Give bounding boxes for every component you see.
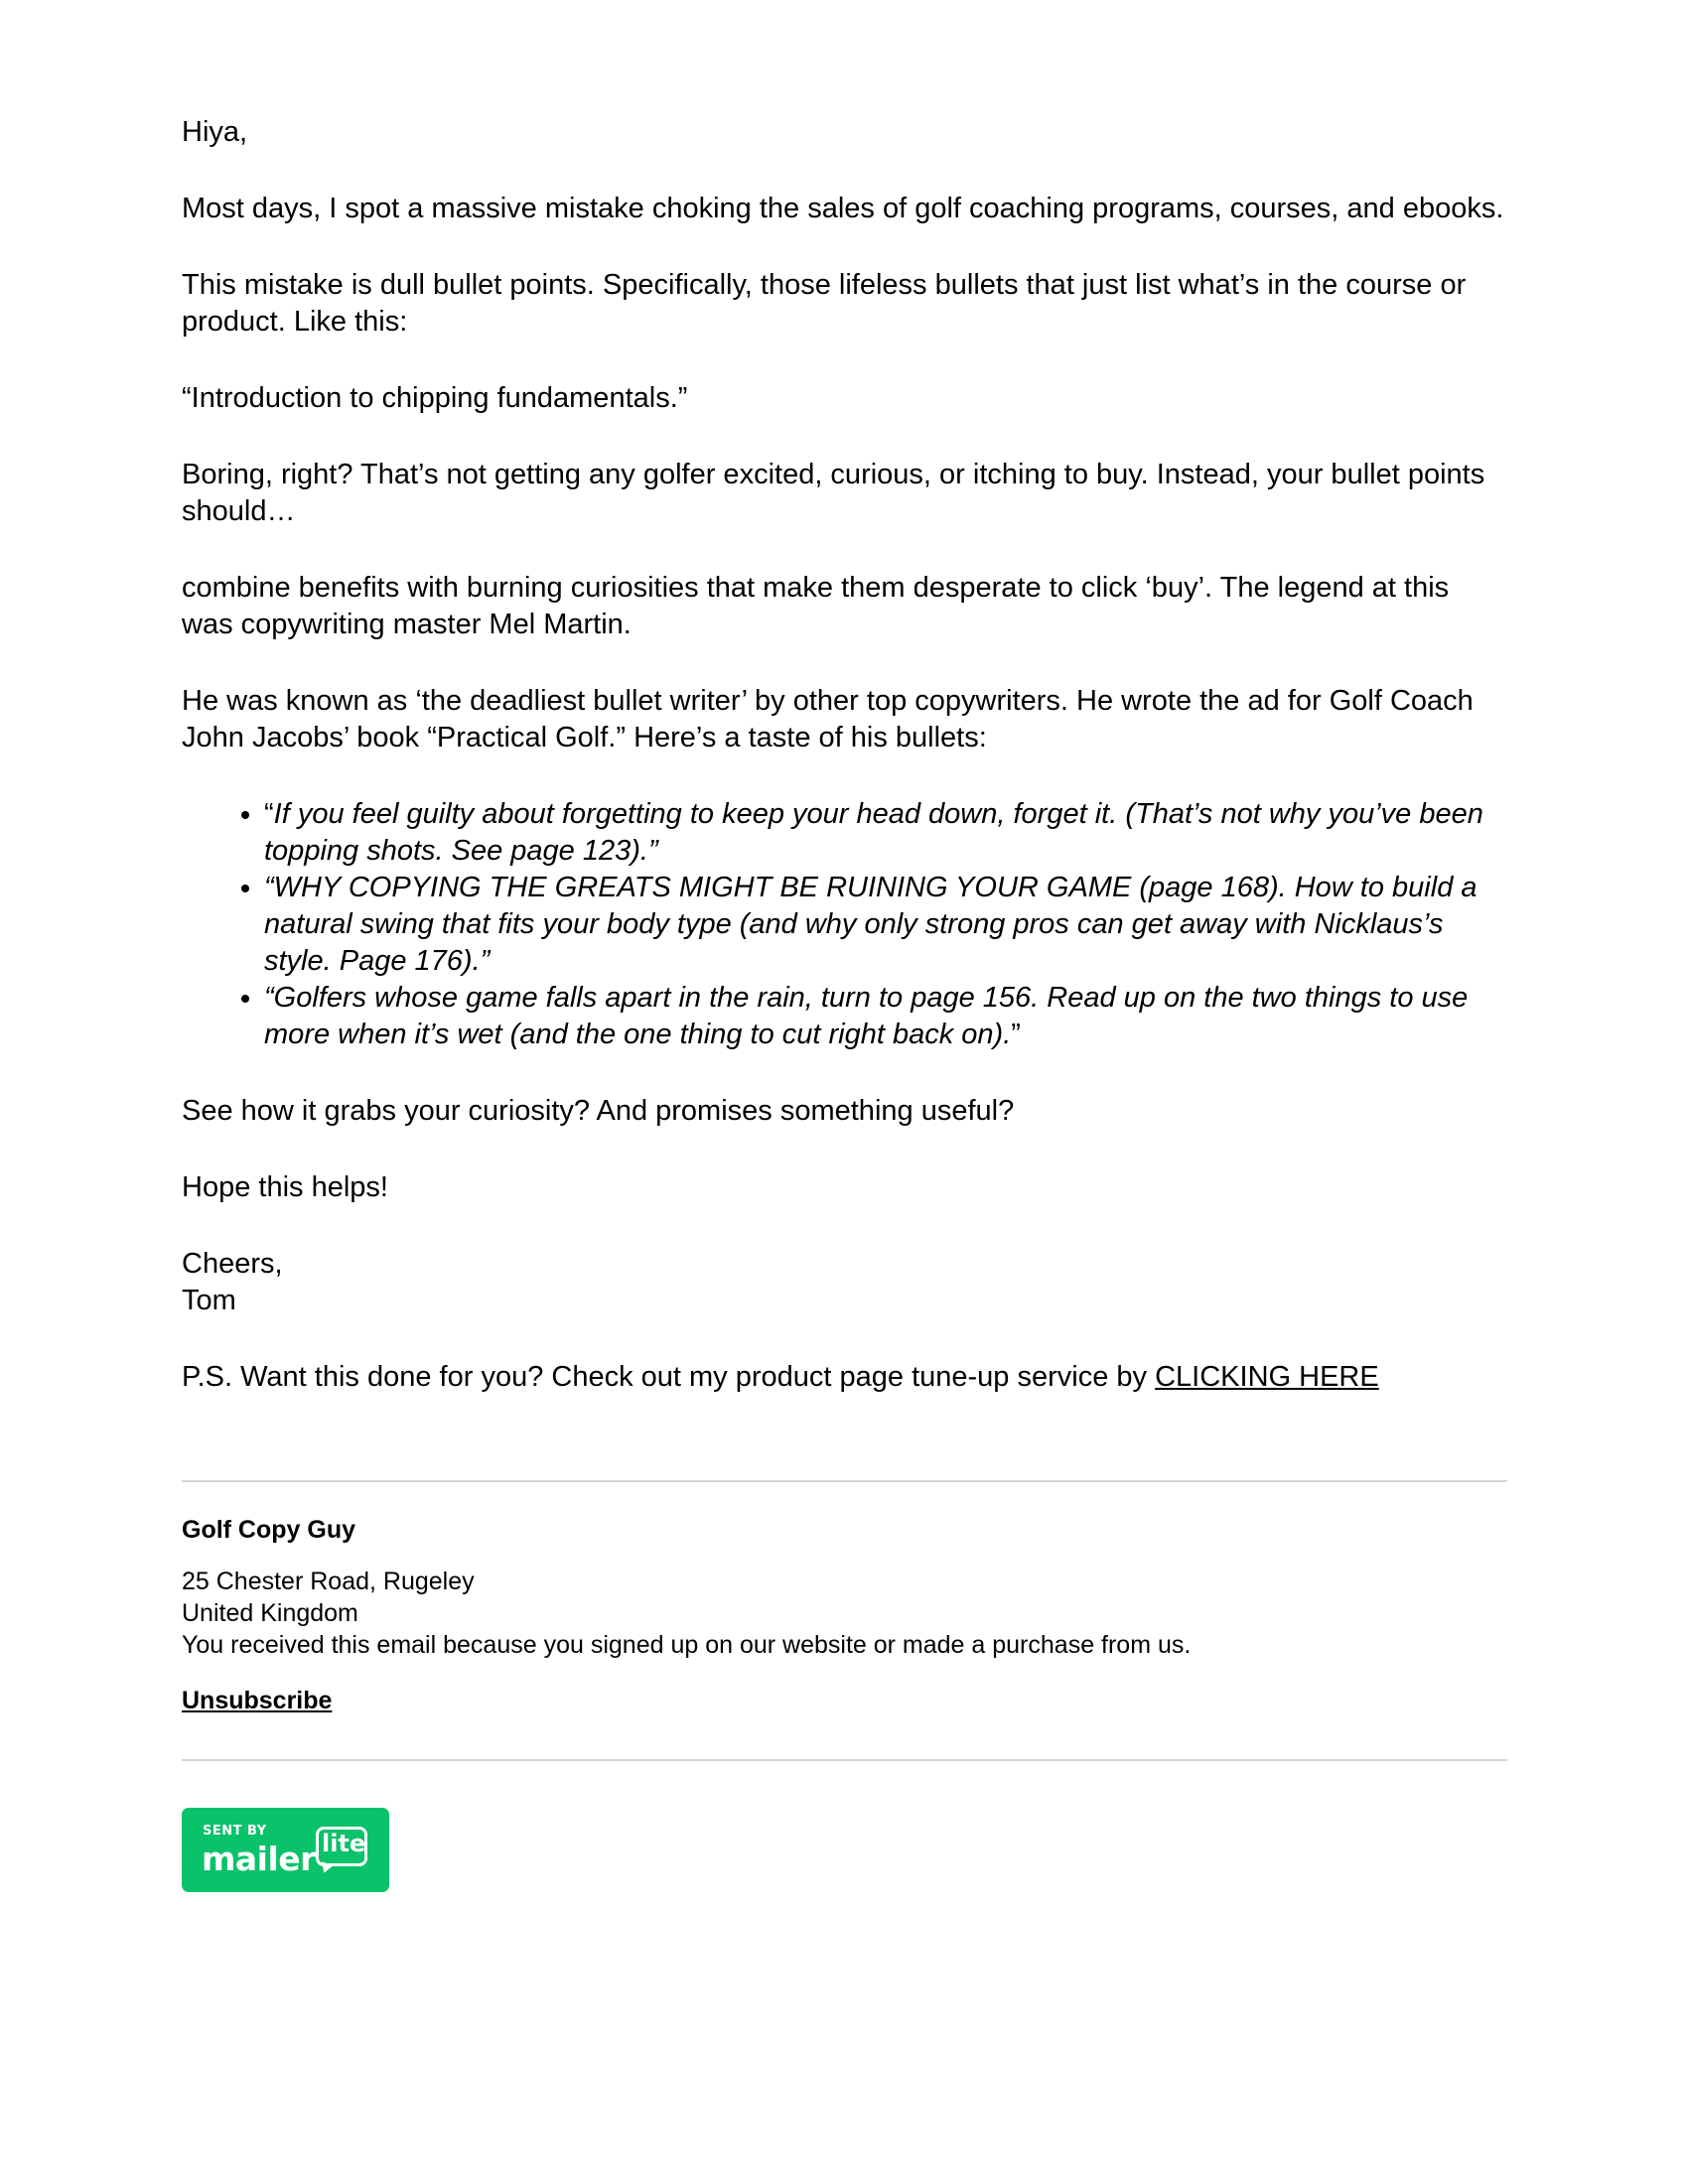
email-footer (182, 1514, 1507, 1716)
unsubscribe-link[interactable]: Unsubscribe (182, 1687, 333, 1714)
company-name: Golf Copy Guy (182, 1516, 355, 1544)
address-country: United Kingdom (182, 1599, 358, 1627)
signoff-block (182, 1246, 1507, 1319)
bullet-item: • “Golfers whose game falls apart in the rain, turn to page 156. Read up on the two things to use more when it’s wet (and the one thing to cut right back on).” (264, 980, 1507, 1053)
paragraph: See how it grabs your curiosity? And promises something useful? (182, 1095, 1015, 1127)
clicking-here-link[interactable]: CLICKING HERE (1155, 1361, 1379, 1393)
mailerlite-badge[interactable] (182, 1808, 389, 1892)
subscription-reason: You received this email because you signed up on our website or made a purchase from us. (182, 1631, 1192, 1659)
address-line: 25 Chester Road, Rugeley (182, 1568, 475, 1595)
greeting: Hiya, (182, 116, 248, 148)
bullet-list (182, 796, 1507, 1053)
email-body (182, 114, 1507, 1435)
bullet-item: • “WHY COPYING THE GREATS MIGHT BE RUINING YOUR GAME (page 168). How to build a natural swing that fits your body type (and why only strong pros can get away with Nicklaus’s style. Page 176).” (264, 870, 1507, 980)
signoff: Cheers, (182, 1248, 283, 1280)
brand-suffix: lite (322, 1830, 366, 1857)
example-quote: “Introduction to chipping fundamentals.” (182, 382, 688, 414)
signature: Tom (182, 1285, 236, 1316)
bullet-item: • “If you feel guilty about forgetting to keep your head down, forget it. (That’s not why you’ve been topping shots. See page 123).” (264, 796, 1507, 870)
footer-divider-bottom (182, 1759, 1507, 1761)
paragraph: Boring, right? That’s not getting any golfer excited, curious, or itching to buy. Instead, your bullet points should… (182, 459, 1485, 527)
brand-wordmark: mailer (202, 1840, 316, 1878)
paragraph: Most days, I spot a massive mistake choking the sales of golf coaching programs, courses, and ebooks. (182, 193, 1504, 224)
footer-divider-top (182, 1480, 1507, 1482)
paragraph: This mistake is dull bullet points. Specifically, those lifeless bullets that just list what’s in the course or product. Like this: (182, 269, 1467, 338)
paragraph: Hope this helps! (182, 1171, 388, 1203)
postscript: P.S. Want this done for you? Check out my product page tune-up service by CLICKING HERE (182, 1361, 1379, 1393)
paragraph: He was known as ‘the deadliest bullet writer’ by other top copywriters. He wrote the ad for Golf Coach John Jacobs’ book “Practical Golf.” Here’s a taste of his bullets: (182, 685, 1474, 753)
sent-by-label: SENT BY (203, 1824, 267, 1839)
paragraph: combine benefits with burning curiosities that make them desperate to click ‘buy’. The legend at this was copywriting master Mel Martin. (182, 572, 1450, 640)
